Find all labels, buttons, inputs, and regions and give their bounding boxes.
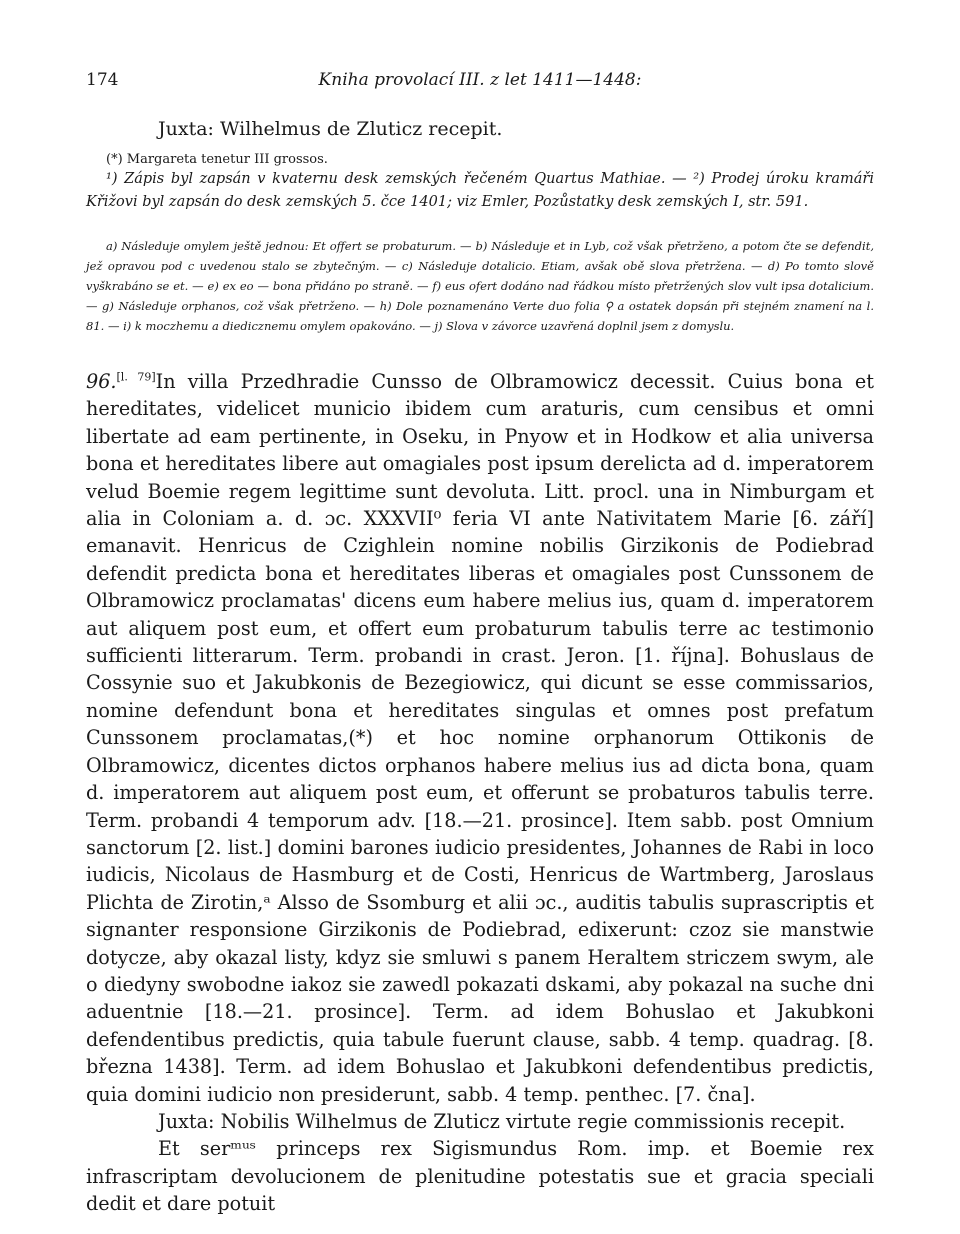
page-header [86,70,874,100]
main-text [86,368,874,1218]
entry-paragraph-1 [86,368,874,1108]
asterisk-note: (*) Margareta tenetur III grossos. [106,152,328,167]
page-number: 174 [86,70,119,90]
footnotes: ¹) Zápis byl zapsán v kvaternu desk zemských řečeném Quartus Mathiae. — ²) Prodej úroku kramáři Křižovi byl zapsán do desk zemských 5. čce 1401; viz Emler, Pozůstatky desk zemských I, str. 591. [86,171,874,210]
entry-marker: 96. [86,370,117,393]
folio-reference: [l. 79] [116,370,156,384]
juxta-line: Juxta: Wilhelmus de Zluticz recepit. [158,118,503,140]
juxta-line-2: Juxta: Nobilis Wilhelmus de Zluticz virtute regie commissionis recepit. [158,1109,846,1133]
entry-paragraph-2: Et serᵐᵘˢ princeps rex Sigismundus Rom. imp. et Boemie rex infrascriptam devolucionem de plenitudine potestatis sue et gracia speciali dedit et dare potuit [86,1137,874,1216]
critical-apparatus: a) Následuje omylem ještě jednou: Et offert se probaturum. — b) Následuje et in Lyb, což však přetrženo, a potom čte se defendit, jež opravou pod c uvedenou stalo se zbytečným. — c) Následuje dotalicio. Etiam, avšak obě slova přetržena. — d) Po tomto slově vyškrabáno se et. — e) ex eo — bona přidáno po straně. — f) eus ofert dodáno nad řádkou místo přetržených slov vult ipsa dotalicium. — g) Následuje orphanos, což však přetrženo. — h) Dole poznamenáno Verte duo folia ⚲ a ostatek dopsán při stejném znamení na l. 81. — i) k moczhemu a diedicznemu omylem opakováno. — j) Slova v závorce uzavřená doplnil jsem z domyslu. [86,239,874,333]
running-title: Kniha provolací III. z let 1411—1448: [318,70,642,90]
entry-text-1: In villa Przedhradie Cunsso de Olbramowicz decessit. Cuius bona et hereditates, videlicet municio ibidem cum araturis, cum censibus et omni libertate ad eam pertinente, in Oseku, in Pnyow et in Hodkow et alia universa bona et hereditates libere aut omagiales post ipsum derelicta ad d. imperatorem velud Boemie regem legittime sunt devoluta. Litt. procl. una in Nimburgam et alia in Coloniam a. d. ɔc. XXXVII⁰ feria VI ante Nativitatem Marie [6. září] emanavit. Henricus de Czighlein nomine nobilis Girzikonis de Podiebrad defendit predicta bona et hereditates liberas et omagiales post Cunssonem de Olbramowicz proclamatas' dicens eum habere melius ius, quam d. imperatorem aut aliquem post eum, et offert eum probaturum tabulis terre ac testimonio sufficienti litterarum. Term. probandi in crast. Jeron. [1. října]. Bohuslaus de Cossynie suo et Jakubkonis de Bezegiowicz, qui dicunt se esse commissarios, nomine defendunt bona et hereditates singulas et omnes post prefatum Cunssonem proclamatas,(*) et hoc nomine orphanorum Ottikonis de Olbramowicz, dicentes dictos orphanos habere melius ius ad dicta bona, quam d. imperatorem aut aliquem post eum, et offerunt se probaturos tabulis terre. Term. probandi 4 temporum adv. [18.—21. prosince]. Item sabb. post Omnium sanctorum [2. list.] domini barones iudicio presidentes, Johannes de Rabi in loco iudicis, Nicolaus de Hasmburg et de Costi, Henricus de Wartmberg, Jaroslaus Plichta de Zirotin,ᵃ Alsso de Ssomburg et alii ɔc., auditis tabulis suprascriptis et signanter responsione Girzikonis de Podiebrad, edixerunt: czoz sie manstwie dotycze, aby okazal listy, kdyz sie smluwi s panem Heraltem striczem swym, ale o diedyny swobodne iakoz sie zawedl pokazati dskami, aby pokazal na suche dni aduentnie [18.—21. prosince]. Term. ad idem Bohuslao et Jakubkoni defendentibus predictis, quia tabule fuerunt clause, sabb. 4 temp. quadrag. [8. března 1438]. Term. ad idem Bohuslao et Jakubkoni defendentibus predictis, quia domini iudicio non presiderunt, sabb. 4 temp. penthec. [7. čna]. [86,370,874,1106]
